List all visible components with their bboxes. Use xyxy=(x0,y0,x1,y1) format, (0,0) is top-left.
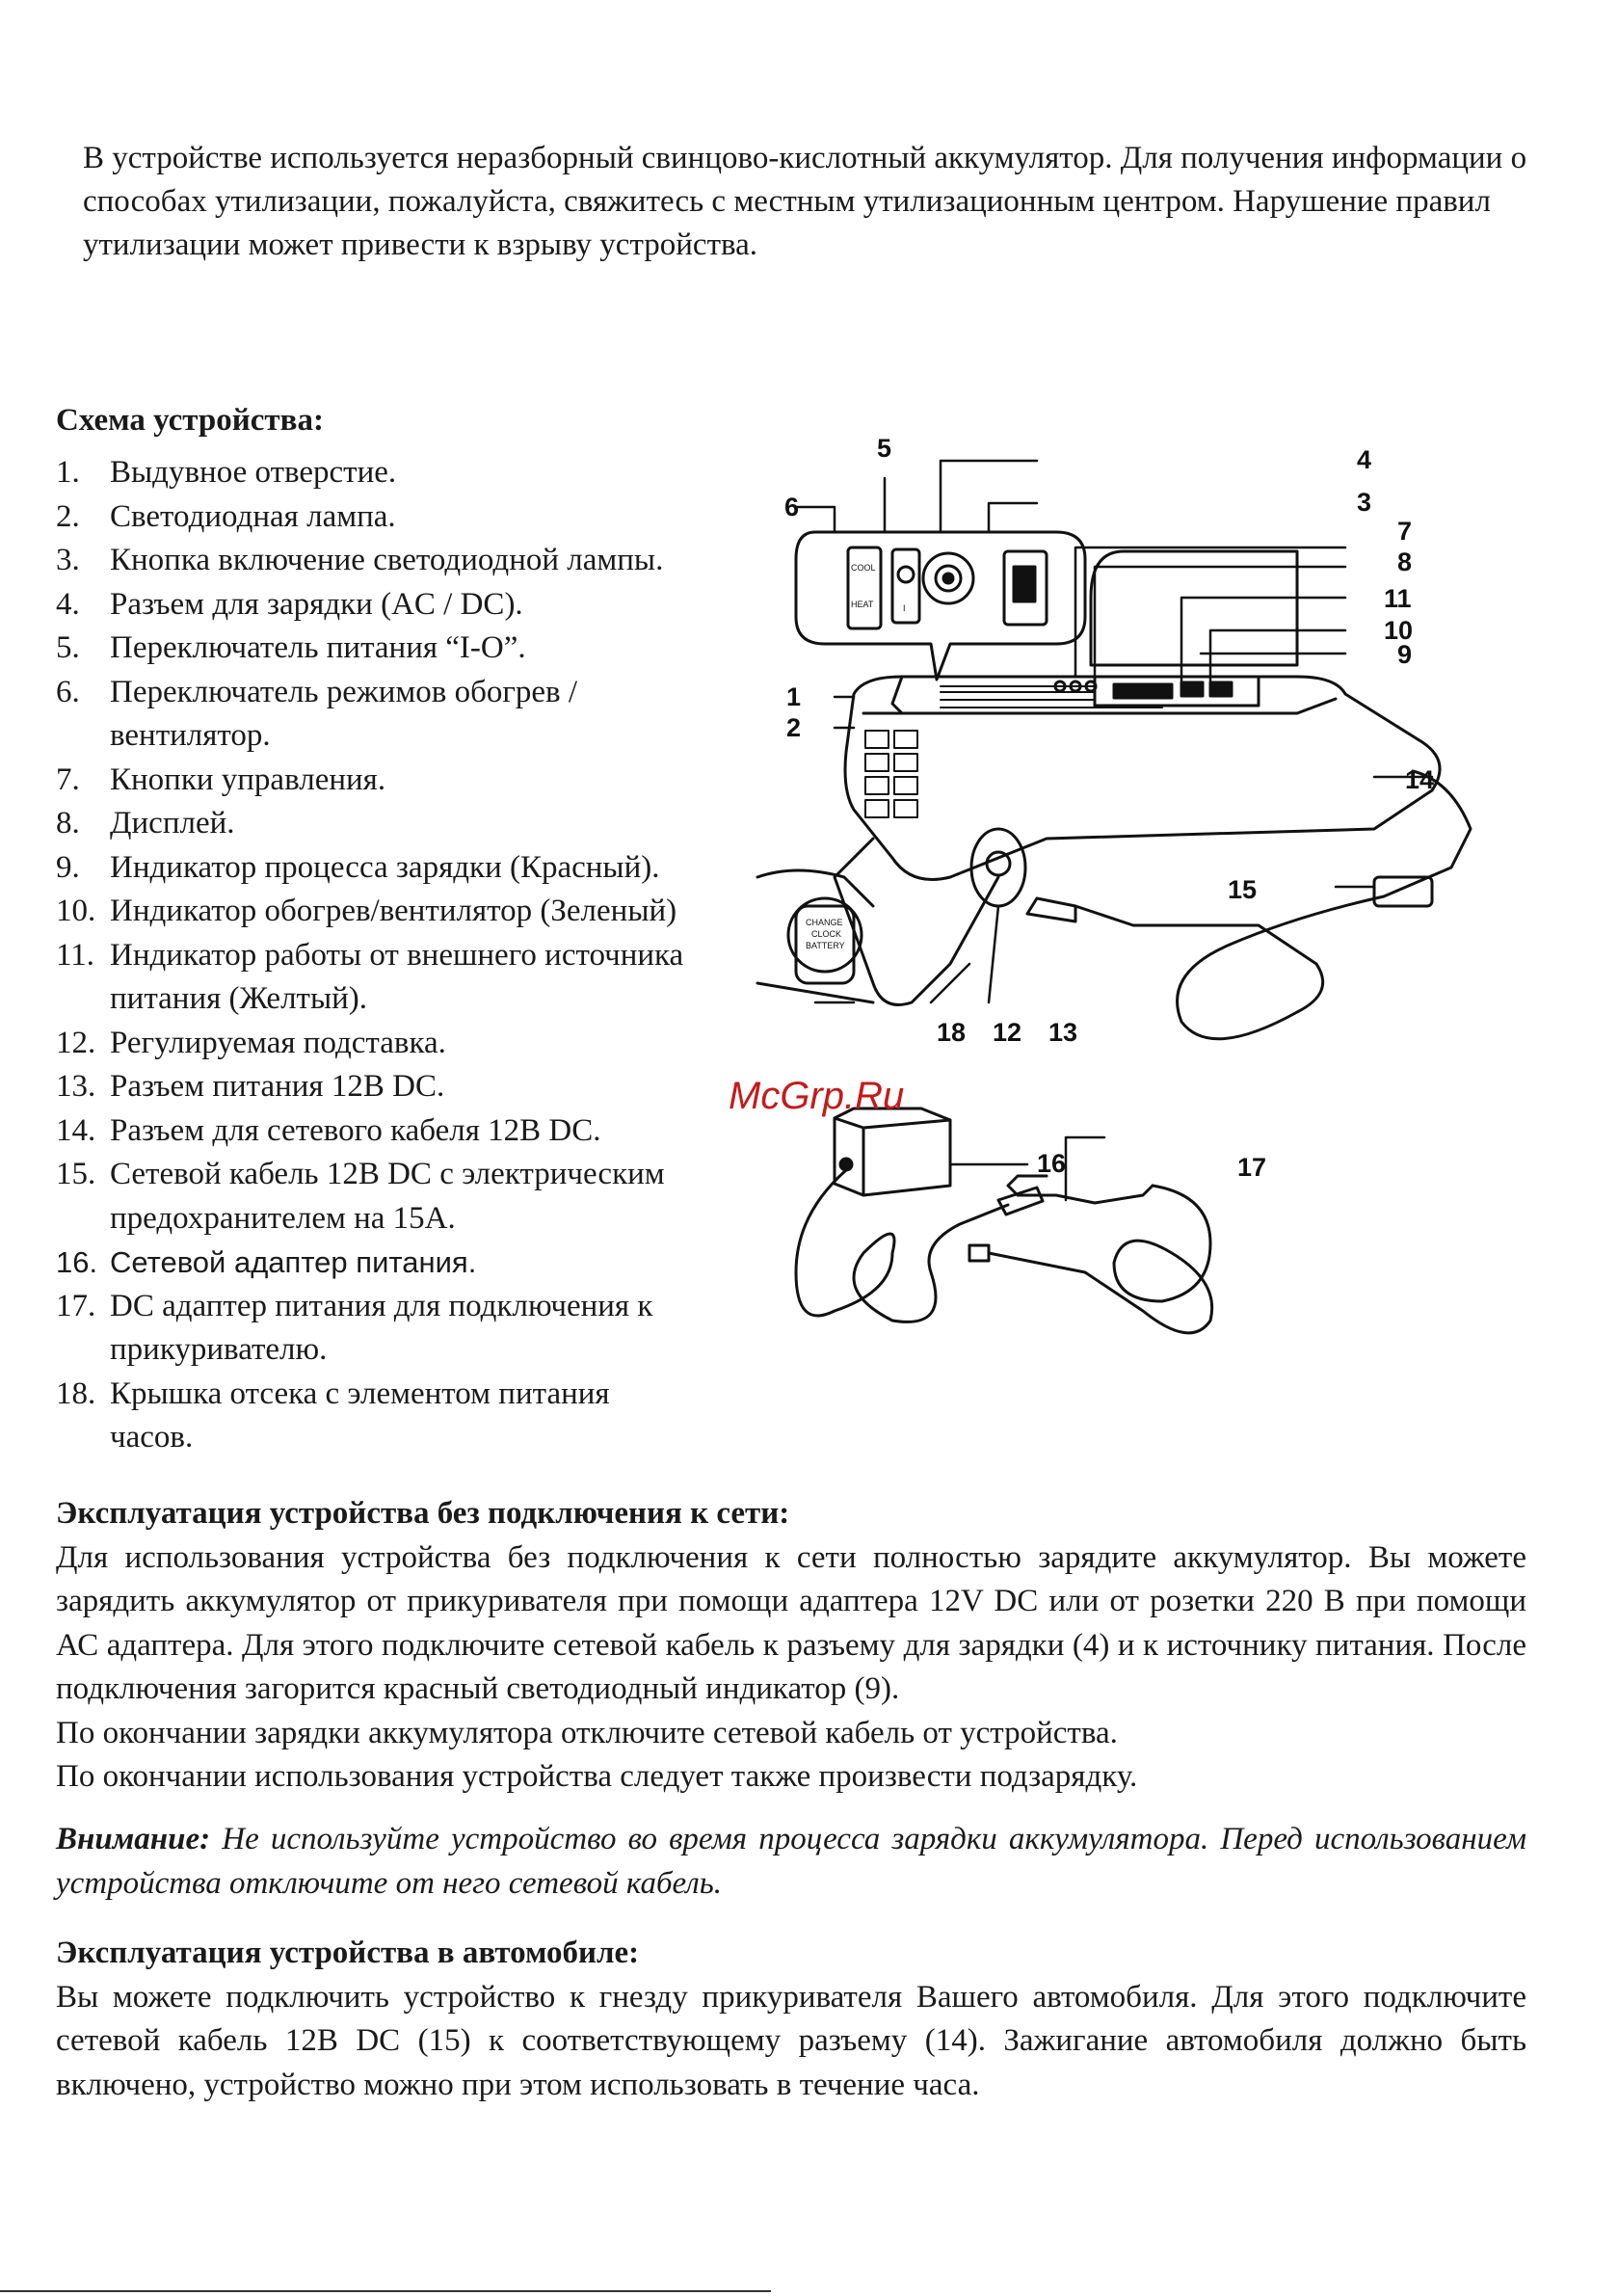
svg-text:COOL: COOL xyxy=(851,563,876,573)
svg-text:14: 14 xyxy=(1405,765,1435,794)
warning-text: Не используйте устройство во время процесса зарядки аккумулятора. Перед использованием устройства отключите от него сетевой кабель. xyxy=(56,1822,1526,1901)
svg-text:6: 6 xyxy=(784,493,800,521)
svg-text:CHANGE: CHANGE xyxy=(806,918,843,927)
svg-text:7: 7 xyxy=(1397,517,1413,546)
watermark: McGrp.Ru xyxy=(729,1075,905,1117)
svg-text:3: 3 xyxy=(1357,488,1372,517)
list-item: 4. Разъем для зарядки (AC / DC). xyxy=(56,586,523,622)
offline-paragraph: Для использования устройства без подключения к сети полностью зарядите аккумулятор. Вы можете зарядить аккумулятор от прикуривателя при помощи адаптера 12V DC или от розетки 220 В при помощи АС адаптера. Для этого подключите сетевой кабель к разъему для зарядки (4) и к источнику питания. После подключения загорится красный светодиодный индикатор (9). xyxy=(56,1539,1526,1706)
svg-text:BATTERY: BATTERY xyxy=(806,941,845,950)
scheme-title: Схема устройства: xyxy=(56,403,324,438)
svg-text:5: 5 xyxy=(877,434,892,463)
display-area xyxy=(1091,551,1297,665)
cigarette-plug xyxy=(1027,898,1075,921)
list-item: 7. Кнопки управления. xyxy=(56,761,386,797)
svg-text:10: 10 xyxy=(1384,616,1414,645)
svg-text:16: 16 xyxy=(1037,1149,1067,1178)
list-item: 16. Сетевой адаптер питания. xyxy=(56,1245,477,1279)
list-item: 5. Переключатель питания “I-O”. xyxy=(56,630,526,665)
svg-text:1: 1 xyxy=(786,682,802,711)
mode-switch xyxy=(848,547,881,628)
dc-socket xyxy=(971,829,1025,906)
svg-text:HEAT: HEAT xyxy=(851,600,874,609)
car-title: Эксплуатация устройства в автомобиле: xyxy=(56,1936,640,1970)
offline-paragraph: По окончании использования устройства следует также произвести подзарядку. xyxy=(56,1759,1138,1794)
svg-text:17: 17 xyxy=(1237,1153,1267,1182)
list-item: 14. Разъем для сетевого кабеля 12В DC. xyxy=(56,1112,601,1148)
svg-text:15: 15 xyxy=(1228,875,1258,904)
list-item: 18. Крышка отсека с элементом питания часов. xyxy=(56,1375,610,1455)
car-paragraph: Вы можете подключить устройство к гнезду прикуривателя Вашего автомобиля. Для этого подключите сетевой кабель 12В DC (15) к соответствующему разъему (14). Зажигание автомобиля должно быть включено, устройство можно при этом использовать в течение часа. xyxy=(56,1979,1526,2102)
svg-text:I: I xyxy=(903,603,906,613)
power-switch xyxy=(892,549,919,623)
list-item: 17. DC адаптер питания для подключения к прикуривателю. xyxy=(56,1288,653,1367)
list-item: 10. Индикатор обогрев/вентилятор (Зеленый) xyxy=(56,894,677,928)
list-item: 13. Разъем питания 12В DC. xyxy=(56,1069,445,1104)
list-item: 6. Переключатель режимов обогрев / вентилятор. xyxy=(56,674,578,753)
list-item: 3. Кнопка включение светодиодной лампы. xyxy=(56,543,664,577)
list-item: 1. Выдувное отверстие. xyxy=(56,455,397,490)
svg-text:8: 8 xyxy=(1397,547,1413,576)
svg-text:12: 12 xyxy=(993,1018,1022,1047)
svg-text:11: 11 xyxy=(1384,584,1412,613)
svg-text:9: 9 xyxy=(1397,640,1413,669)
svg-text:13: 13 xyxy=(1048,1018,1078,1047)
svg-text:4: 4 xyxy=(1357,445,1372,474)
svg-text:CLOCK: CLOCK xyxy=(811,929,842,939)
offline-paragraph: По окончании зарядки аккумулятора отключите сетевой кабель от устройства. xyxy=(56,1715,1118,1750)
footer-divider xyxy=(0,2290,771,2292)
offline-title: Эксплуатация устройства без подключения к сети: xyxy=(56,1496,790,1531)
disposal-notice: В устройстве используется неразборный свинцово-кислотный аккумулятор. Для получения информации о способах утилизации, пожалуйста, свяжитесь с местным утилизационным центром. Нарушение правил утилизации может привести к взрыву устройства. xyxy=(83,141,1527,262)
offline-section xyxy=(56,1492,1526,1800)
list-item: 8. Дисплей. xyxy=(56,806,235,841)
warning-label: Внимание: xyxy=(56,1822,211,1856)
list-item: 2. Светодиодная лампа. xyxy=(56,498,396,534)
svg-text:18: 18 xyxy=(937,1018,967,1047)
svg-text:2: 2 xyxy=(786,713,802,742)
list-item: 12. Регулируемая подставка. xyxy=(56,1025,446,1060)
car-section xyxy=(56,1932,1526,2107)
list-item: 15. Сетевой кабель 12В DC с электрическим предохранителем на 15А. xyxy=(56,1157,665,1236)
parts-list xyxy=(56,451,750,1460)
device-diagram xyxy=(729,424,1490,1398)
list-item: 11. Индикатор работы от внешнего источника питания (Желтый). xyxy=(56,937,684,1016)
list-item: 9. Индикатор процесса зарядки (Красный). xyxy=(56,849,660,885)
warning-note xyxy=(56,1818,1526,1906)
plug-15 xyxy=(1374,877,1432,906)
